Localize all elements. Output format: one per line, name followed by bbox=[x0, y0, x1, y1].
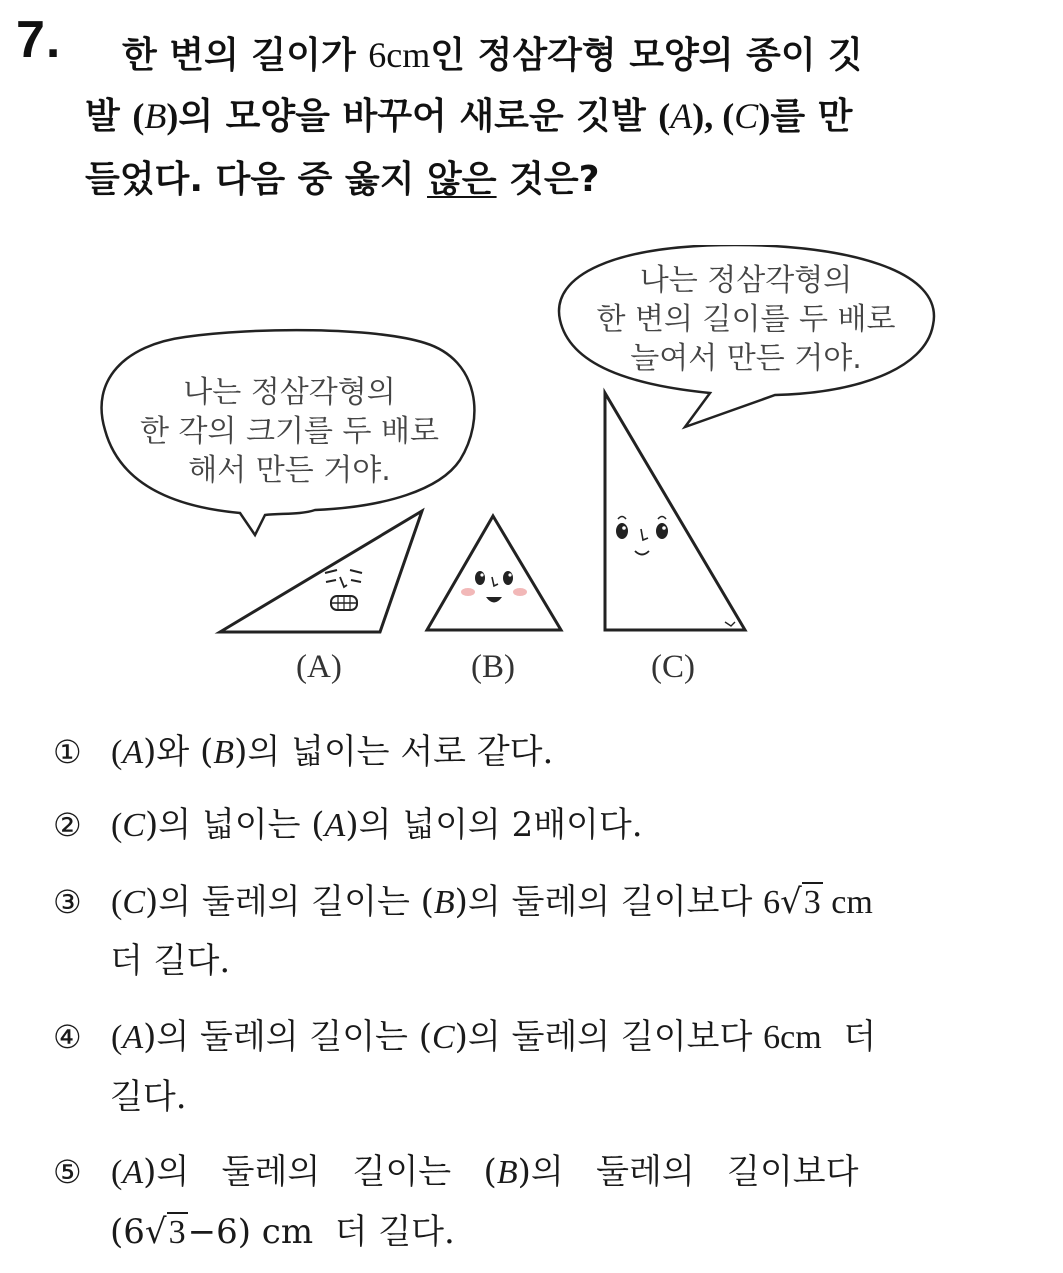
emphasis-not: 않은 bbox=[427, 159, 497, 200]
choice-text: )의 넓이의 2배이다. bbox=[345, 805, 643, 845]
bubble-line: 나는 정삼각형의 bbox=[183, 375, 396, 410]
paren: ( bbox=[111, 1019, 123, 1056]
speech-bubble-right-text bbox=[571, 261, 921, 378]
label-c: (C) bbox=[651, 649, 695, 685]
triangle-b bbox=[427, 516, 561, 630]
bubble-line: 나는 정삼각형의 bbox=[639, 263, 853, 298]
radicand: 3 bbox=[803, 884, 821, 921]
paren: ( bbox=[111, 1154, 123, 1191]
choice-number: ③ bbox=[53, 883, 82, 921]
paren: ) bbox=[166, 96, 179, 136]
stem-text: 발 bbox=[85, 96, 133, 137]
paren: ( bbox=[132, 96, 145, 136]
bubble-line: 해서 만든 거야. bbox=[188, 453, 391, 488]
square-root bbox=[780, 882, 823, 922]
variable: A bbox=[122, 1154, 144, 1191]
side-length-value: 6 bbox=[368, 35, 387, 75]
choice-text: )의 둘레의 길이는 ( bbox=[143, 1152, 497, 1192]
choice-number: ⑤ bbox=[53, 1153, 82, 1191]
choice-text: )와 ( bbox=[143, 732, 214, 772]
variable: A bbox=[122, 734, 144, 771]
paren: ) bbox=[758, 96, 771, 136]
radical-sign: √ bbox=[780, 882, 802, 922]
value: 6 bbox=[763, 1019, 781, 1056]
choice-text: )의 둘레의 길이는 ( bbox=[145, 882, 434, 922]
question-stem-line-3 bbox=[85, 159, 600, 200]
paren: ), bbox=[692, 96, 714, 136]
stem-text: 를 만 bbox=[770, 96, 853, 137]
variable: C bbox=[122, 884, 146, 921]
label-b: (B) bbox=[471, 649, 515, 685]
paren: ( bbox=[111, 734, 123, 771]
choice-text: )의 넓이는 서로 같다. bbox=[234, 732, 554, 772]
variable: A bbox=[324, 807, 346, 844]
choice-3[interactable] bbox=[53, 882, 873, 922]
choice-2[interactable] bbox=[53, 805, 643, 845]
choice-text: )의 둘레의 길이는 ( bbox=[143, 1017, 432, 1057]
choice-text: 더 bbox=[821, 1017, 877, 1057]
variable: B bbox=[213, 734, 235, 771]
choice-number: ② bbox=[53, 806, 82, 844]
variable-a: A bbox=[670, 96, 693, 136]
variable-b: B bbox=[144, 96, 167, 136]
stem-text: 의 모양을 바꾸어 새로운 깃발 bbox=[178, 96, 659, 137]
choice-number: ④ bbox=[53, 1018, 82, 1056]
choice-text: )의 둘레의 길이보다 bbox=[517, 1152, 859, 1192]
unit: cm bbox=[780, 1019, 822, 1056]
square-root bbox=[144, 1212, 188, 1252]
radicand: 3 bbox=[168, 1214, 186, 1251]
stem-text: 한 변의 길이가 bbox=[122, 35, 369, 76]
speech-bubble-left-text bbox=[117, 373, 462, 490]
stem-text: 것은? bbox=[496, 159, 600, 200]
bubble-line: 한 각의 크기를 두 배로 bbox=[140, 414, 439, 449]
choice-text: )의 둘레의 길이보다 bbox=[454, 882, 764, 922]
question-stem-line-2 bbox=[85, 98, 852, 135]
expression-close: −6) bbox=[187, 1212, 251, 1252]
triangle-figure bbox=[85, 245, 965, 705]
paren: ( bbox=[658, 96, 671, 136]
unit: cm bbox=[822, 884, 873, 921]
side-length-unit: cm bbox=[386, 35, 431, 75]
bubble-line: 늘여서 만든 거야. bbox=[630, 341, 862, 376]
choice-1[interactable] bbox=[53, 732, 554, 772]
paren: ( bbox=[111, 884, 123, 921]
question-stem-line-1 bbox=[122, 37, 863, 74]
stem-text: 들었다. 다음 중 옳지 bbox=[85, 159, 428, 200]
choice-5[interactable] bbox=[53, 1152, 859, 1192]
choice-text: )의 넓이는 ( bbox=[145, 805, 325, 845]
question-number: 7. bbox=[16, 11, 62, 69]
choice-4[interactable] bbox=[53, 1017, 877, 1057]
variable: A bbox=[122, 1019, 144, 1056]
choice-text: )의 둘레의 길이보다 bbox=[454, 1017, 764, 1057]
variable: C bbox=[431, 1019, 455, 1056]
stem-text: 인 정삼각형 모양의 종이 깃 bbox=[430, 35, 863, 76]
choice-text: 더 길다. bbox=[313, 1212, 455, 1252]
expression-open: (6 bbox=[110, 1212, 145, 1252]
choice-number: ① bbox=[53, 733, 82, 771]
choice-3-continuation: 더 길다. bbox=[110, 941, 231, 981]
paren: ( bbox=[713, 96, 735, 136]
choice-5-continuation bbox=[110, 1212, 455, 1252]
variable-c: C bbox=[734, 96, 759, 136]
radical-sign: √ bbox=[144, 1212, 167, 1252]
triangle-c bbox=[605, 393, 745, 630]
label-a: (A) bbox=[296, 649, 342, 685]
coefficient: 6 bbox=[763, 884, 781, 921]
variable: C bbox=[122, 807, 146, 844]
bubble-line: 한 변의 길이를 두 배로 bbox=[596, 302, 896, 337]
variable: B bbox=[433, 884, 455, 921]
unit: cm bbox=[250, 1212, 314, 1252]
variable: B bbox=[496, 1154, 518, 1191]
choice-4-continuation: 길다. bbox=[110, 1077, 187, 1117]
paren: ( bbox=[111, 807, 123, 844]
